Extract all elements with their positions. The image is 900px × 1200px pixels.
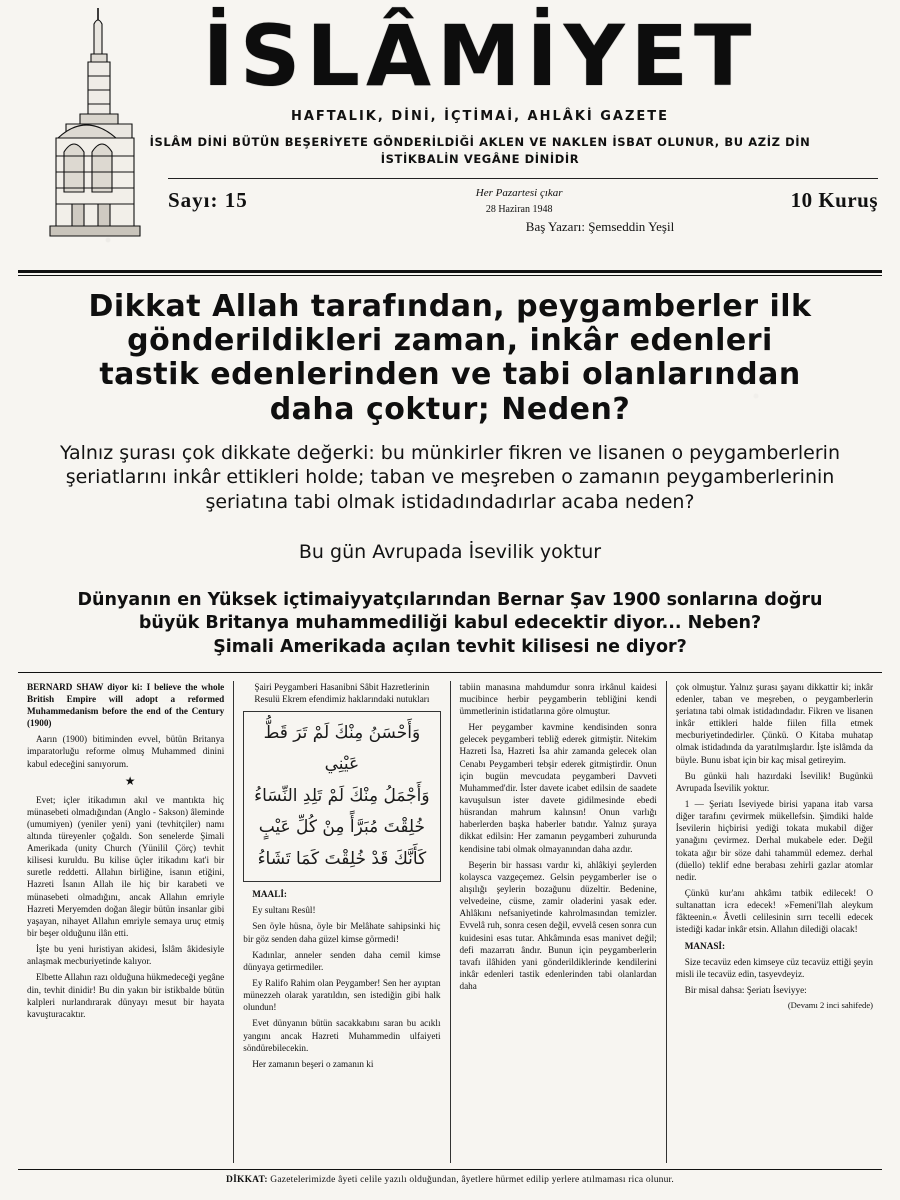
column2-paragraph-2: Sen öyle hüsna, öyle bir Melâhate sahipsinki hiç bir göz senden daha güzel kimse görmedi! [243,921,441,944]
publication-date: 28 Haziran 1948 [485,203,553,215]
price-label: 10 Kuruş [790,188,878,213]
article-column-2 [233,681,449,1163]
main-headline [30,290,870,427]
manasi-text: Size tecavüz eden kimseye cüz tecavüz ettiği şeyin misli ile tecavüz edin, tasyevdeyiz. [675,956,873,979]
editor-label: Baş Yazarı: [525,218,585,234]
periodicity-label: Her Pazartesi çıkar [475,187,563,200]
column2-intro: Şairi Peygamberi Hasanibni Sâbit Hazretlerinin Resulü Ekrem efendimiz haklarındaki nutukları [254,681,430,704]
masthead [18,0,882,262]
column3-paragraph-2: Her peygamber kavmine kendisinden sonra gelecek peygamberi tebliğ ederek gitmiştir. Nitekim Hazreti İsa, Hazreti İsa ahir zamanda gelecek olan Cenabı Peygamberi tebşir ederek gitmiştirdir. Onun için bugün mevcudata peygamberi Davveti Muhammed'dir. İster davete icabet edilsin de saadete kavuşulsun ister davete gidilmesinde ebedi hüsrandan mahrum kalınsın! Onun varlığı haberlerden başka haberler batıdır. Yalnız şuraya dikkat edilsin: Her zamanın peygamberi zuhurunda kendisine tabi olmak olmayanından daha azdır. [459,722,657,854]
column2-paragraph-3: Kadınlar, anneler senden daha cemil kimse dünyaya getirmediler. [243,949,441,972]
column3-paragraph-3: Beşerin bir hassası vardır ki, ahlâkiyi şeylerden kolaysca vazgeçemez. Gelsin peygamberler ise o alışılığı şeylerin bozağunu düzeltir. Bedenine, velvedeine, cüsme, zamir oladerini yasak eder. Ahlâkını nefsaniyetinde kahrolmasından temizler. Evvelâ ruh, sonra cesen değil, evvelâ cesen sonra cun kuidesini esas tutar. Ahkâmında esas manivet değil; defi mazarratı ândır. Bunun için peygamberlerin tavafı ilâhiden yani gönderildiklerinde kendilerini inkâr edenleri tastik edenlerinden tabi olanlardan daha [459,859,657,992]
kicker-line-3: Şimali Amerikada açılan tevhit kilisesi ne diyor? [213,637,687,658]
column1-paragraph-4: İşte bu yeni hıristiyan akidesi, İslâm âkidesiyle anlaşmak mecburiyetinde kalıyor. [27,944,225,967]
subhead-line-3: şeriatına tabi olmak istidadındadırlar acaba neden? [205,491,695,514]
arabic-line-1: وَأَحْسَنُ مِنْكَ لَمْ تَرَ قَطُّ عَيْنِي [263,722,421,775]
column4-paragraph-2: Bu günkü halı hazırdaki İsevilik! Bugünkü Avrupada İsevilik yoktur. [675,770,873,793]
kicker-line-1: Dünyanın en Yüksek içtimaiyyatçılarından Bernar Şav 1900 sonlarına doğru [77,589,823,610]
kicker-line-2: büyük Britanya muhammediliği kabul edecektir diyor... Neben? [138,613,762,634]
kicker-headline [48,589,852,660]
masthead-meta [168,185,878,217]
headline-line-3: tastik edenlerinden ve tabi olanlarından [99,357,801,393]
editor-name: Şemseddin Yeşil [588,218,675,234]
headline-line-2: gönderildikleri zaman, inkâr edenleri [127,323,773,359]
headline-line-4: daha çoktur; Neden? [269,391,631,427]
column4-paragraph-1: çok olmuştur. Yalnız şurası şayanı dikkattir ki; inkâr edenler, taban ve meşreben, o peygamberlerin şeriatına tabi olmak istidadındadır. Fikren ve lisanen inkâr ettikleri halde fiilen filla etmek mecburiyetindedirler. Çünkü. O Kitaba muhatap olmak istidadında da yaratılmışlardır. İşte islâmda da büyle. Bunu isbat için bir kaç misal getireyim. [675,681,873,765]
manasi-label: MANASİ: [684,940,726,951]
footer-text: Gazetelerimizde âyeti celile yazılı olduğundan, âyetlere hürmet edilip yerlere atılmaması rica olunur. [270,1174,674,1185]
headline-top-rule [18,270,882,273]
arabic-line-2: وَأَجْمَلُ مِنْكَ لَمْ تَلِدِ النِّسَاءُ [254,785,430,806]
column1-paragraph-5: Elbette Allahın razı olduğuna hükmedeceği yegâne din, tevhit dinidir! Bu din yakın bir istikbalde bütün kalpleri nurlandırarak dünyayı mesut bir hayata kavuşturacaktır. [27,972,225,1019]
headline-top-rule-thin [18,275,882,276]
editor-line [168,219,900,235]
column4-paragraph-4: Çünkü kur'anı ahkâmı tatbik edilecek! O sultanattan icra edecek! »Femeni'llah aleykum fâkteenin.« Âvetli celilesinin sırrı tecelli edecek istediği kadar inkâr etsin. Allahın dilediği olacak! [675,887,873,935]
sub-headline [44,441,856,515]
page-title: İSLÂMİYET [202,7,758,105]
column2-paragraph-4: Ey Ralifo Rahim olan Peygamber! Sen her ayıptan münezzeh olarak yaratıldın, sen istediğin gibi halk olundun! [243,978,441,1013]
footer-notice [18,1170,882,1185]
mid-headline: Bu gün Avrupada İsevilik yoktur [298,540,602,563]
column4-paragraph-3: 1 — Şeriatı İseviyede birisi yapana itab varsa diğer tarafını çevirmek mükellefsin. Şimdiki halde İsevilerin hiçbirisi yediği tokata mukabil diğer yanağını çevirmez. Derhal mukabele eder. Değil tokata ağır bir söze dahi tahammül edemez. derhal (düello) teklif edne berabası zehirli gazlar atomlar nedir. [675,798,873,882]
column3-paragraph-1: tabiin manasına mahdumdur sonra irkânul kaidesi mucibince herbir peygamberin tebliğini kendi ümmetlerinin istidatlarına göre olmuştur. [459,681,657,716]
subhead-line-1: Yalnız şurası çok dikkate değerki: bu münkirler fikren ve lisanen o peygamberlerin [59,441,841,464]
article-column-4 [666,681,882,1163]
column4-closing: Bir misal dahsa: Şeriatı İseviyye: [684,984,807,995]
article-column-3 [450,681,666,1163]
subhead-line-2: şeriatlarını inkâr ettikleri holde; taban ve meşreben o zamanın peygamberlerinin [65,466,835,489]
maal-label: MAALİ: [252,889,287,900]
arabic-verse-box [243,711,440,882]
masthead-divider [168,178,878,179]
masthead-creed-line-1: İSLÂM DİNİ BÜTÜN BEŞERİYETE GÖNDERİLDİĞİ AKLEN VE NAKLEN İSBAT OLUNUR, BU AZİZ DİN [149,134,811,149]
masthead-creed [78,134,882,169]
column2-paragraph-5: Evet dünyanın bütün sacakkabını saran bu acıklı yangını ancak Hazreti Muhammedin ulfaiyeti söndürebilecekin. [243,1018,441,1053]
star-ornament: ★ [124,773,136,788]
article-column-1 [18,681,233,1163]
footer-prefix: DİKKAT: [226,1174,268,1185]
continuation-note: (Devamı 2 inci sahifede) [787,1000,873,1011]
column1-paragraph-2: Aarın (1900) bitiminden evvel, bütün Britanya imparatorluğu reforme olmuş Muhammed dinini kabul edeceğini sanıyorum. [27,734,225,769]
issue-number: Sayı: 15 [168,188,248,213]
publication-info [476,185,563,217]
masthead-tagline: HAFTALIK, DİNİ, İÇTİMAİ, AHLÂKİ GAZETE [290,108,670,124]
column1-paragraph-3: Evet; içler itikadımın akıl ve mantıkta hiç münasebeti olmadığından (Anglo - Sakson) âleminde (umumiyen) (yeniler yeni) yani (tevhitçiler) namı altında türeyenler çoğaldı. Son senelerde Şimali Amerikada (unity Church (Yünilil Çörç) tevhit kilisesi kuruldu. Bu kilise üçler itikadını kat'i bir suretle reddetti. Allahın birliğine, isanın etiğini, Hazreti İsanın Allah ile hiç bir karabeti ve münasebeti olmadığını, ancak Allahın emriyle Hazreti Meryemden doğan âlegir bütün insanlar gibi yaşayan, nihayet Allahın emriyle semaya uruç etmiş bir beşer olduğunu ilân etti. [27,794,225,939]
kicker-bottom-rule [18,672,882,673]
article-columns [18,681,882,1163]
column2-paragraph-6: Her zamanın beşeri o zamanın ki [252,1058,374,1069]
arabic-line-3: خُلِقْتَ مُبَرَّأً مِنْ كُلِّ عَيْبٍ [258,817,426,838]
arabic-line-4: كَأَنَّكَ قَدْ خُلِقْتَ كَمَا تَشَاءُ [257,848,427,869]
column2-paragraph-1: Ey sultanı Resûl! [252,905,316,916]
masthead-creed-line-2: İSTİKBALİN VEGÂNE DİNİDİR [380,151,580,166]
headline-line-1: Dikkat Allah tarafından, peygamberler ilk [88,289,812,324]
column1-paragraph-1: BERNARD SHAW diyor ki: I believe the whole British Empire will adopt a reformed Muhammedanism before the end of the Century (1900) [27,681,225,729]
mosque-minaret-illustration [36,6,156,238]
